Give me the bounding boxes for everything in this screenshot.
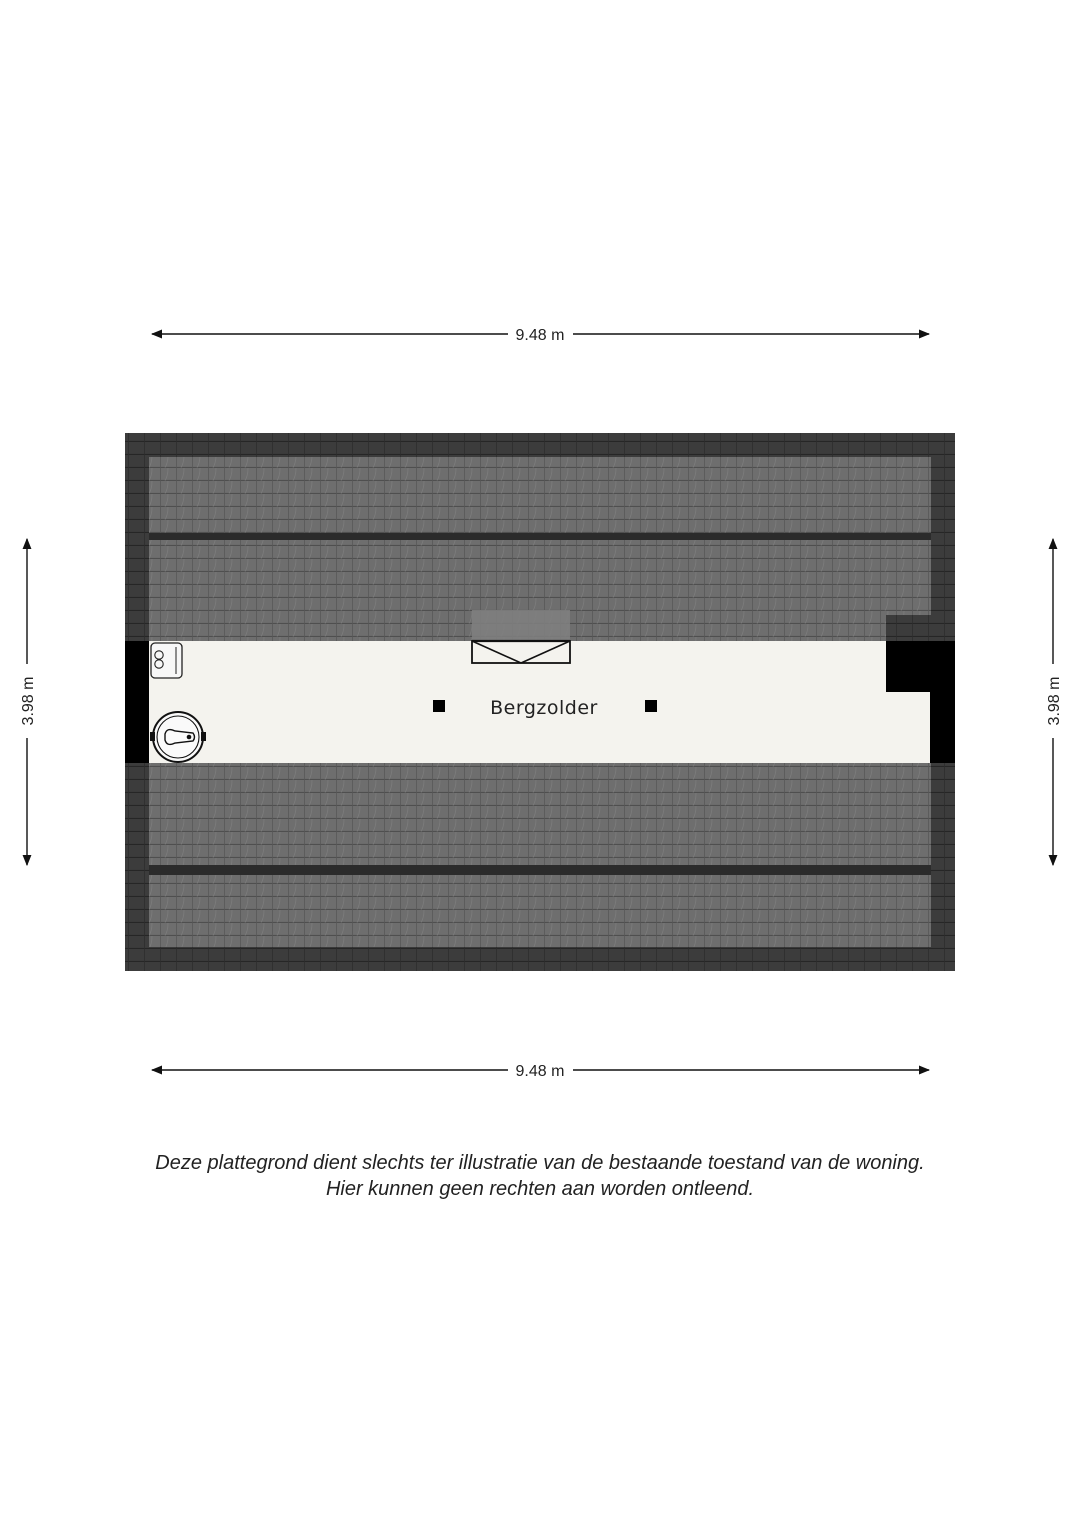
dimension-top [152,327,929,344]
dimension-bottom [152,1063,929,1080]
roof-top-ridge-line [149,533,931,540]
chimney-block-roof [886,615,955,641]
chimney-block [886,641,955,692]
roof-bottom-upper-section [149,763,931,865]
dimension-left-label: 3.98 m [20,676,37,726]
boiler-icon [151,643,182,678]
dimension-top-label: 9.48 m [515,327,565,344]
dimension-right [1046,539,1063,865]
roof-top-upper-section [149,457,931,533]
wall-left [125,641,149,763]
roof-hatch [472,641,570,663]
disclaimer-line-2: Hier kunnen geen rechten aan worden ontleend. [325,1178,755,1200]
room-label: Bergzolder [490,697,598,719]
dimension-bottom-label: 9.48 m [515,1063,565,1080]
dimension-right-label: 3.98 m [1046,676,1063,726]
column-left [433,700,445,712]
dimension-left [20,539,37,865]
disclaimer-line-1: Deze plattegrond dient slechts ter illustratie van de bestaande toestand van de woning. [155,1152,925,1174]
disclaimer [0,1150,1080,1202]
roof-bottom-ridge-line [149,865,931,875]
column-right [645,700,657,712]
roof-bottom-lower-section [149,875,931,947]
roof-window-frame [472,610,570,641]
